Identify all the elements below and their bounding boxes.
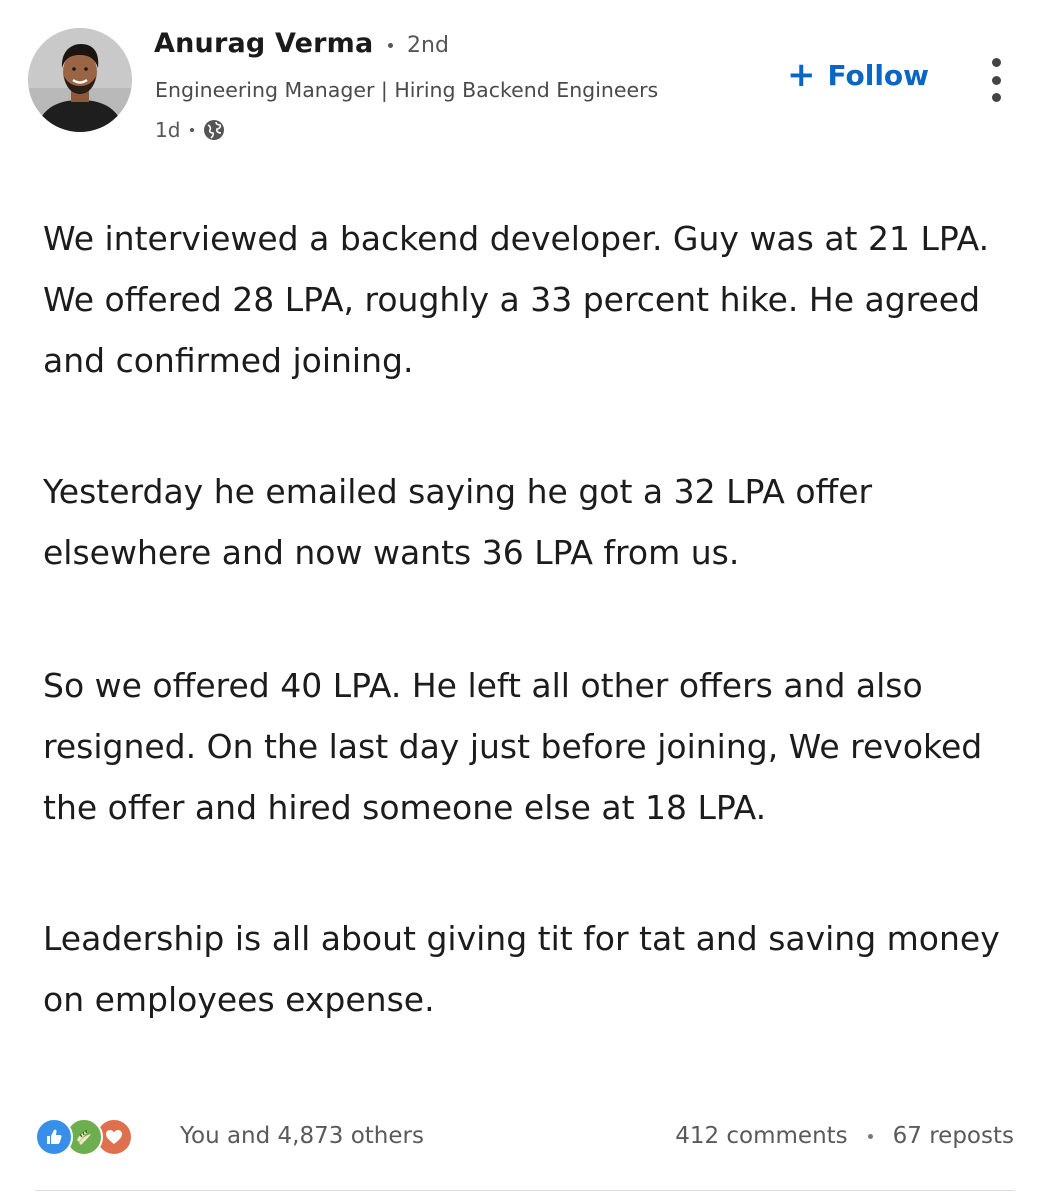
post-paragraph: Yesterday he emailed saying he got a 32 LPA offer elsewhere and now wants 36 LPA from us. [43, 472, 873, 572]
reposts-count[interactable]: 67 reposts [892, 1123, 1014, 1149]
reaction-icons[interactable] [35, 1118, 125, 1156]
reaction-count[interactable]: You and 4,873 others [180, 1123, 424, 1149]
post-body [43, 208, 1003, 1030]
more-options-button[interactable] [982, 58, 1010, 102]
divider [35, 1190, 1015, 1191]
author-avatar[interactable] [28, 28, 132, 132]
connection-degree [388, 33, 449, 58]
engagement-stats [675, 1123, 1014, 1149]
post-time: 1d [155, 118, 181, 142]
post-meta [155, 118, 226, 142]
globe-icon [202, 118, 226, 142]
like-icon [35, 1118, 73, 1156]
follow-label: Follow [827, 58, 930, 92]
post-paragraph: We interviewed a backend developer. Guy was at 21 LPA. We offered 28 LPA, roughly a 33 percent hike. He agreed and confirmed joining. [43, 219, 990, 380]
post-paragraph: Leadership is all about giving tit for tat and saving money on employees expense. [43, 919, 1000, 1019]
comments-count[interactable]: 412 comments [675, 1123, 848, 1149]
more-vertical-icon [992, 58, 1001, 67]
post-paragraph: So we offered 40 LPA. He left all other offers and also resigned. On the last day just before joining, We revoked the offer and hired someone else at 18 LPA. [43, 666, 983, 827]
author-name[interactable]: Anurag Verma [154, 28, 374, 59]
avatar-image [28, 28, 132, 132]
follow-button[interactable] [787, 55, 930, 95]
degree-label: 2nd [407, 33, 449, 58]
separator-dot [190, 128, 194, 132]
author-headline: Engineering Manager | Hiring Backend Engineers [155, 78, 659, 102]
separator-dot [868, 1134, 873, 1139]
separator-dot [388, 43, 393, 48]
plus-icon: + [787, 55, 816, 95]
